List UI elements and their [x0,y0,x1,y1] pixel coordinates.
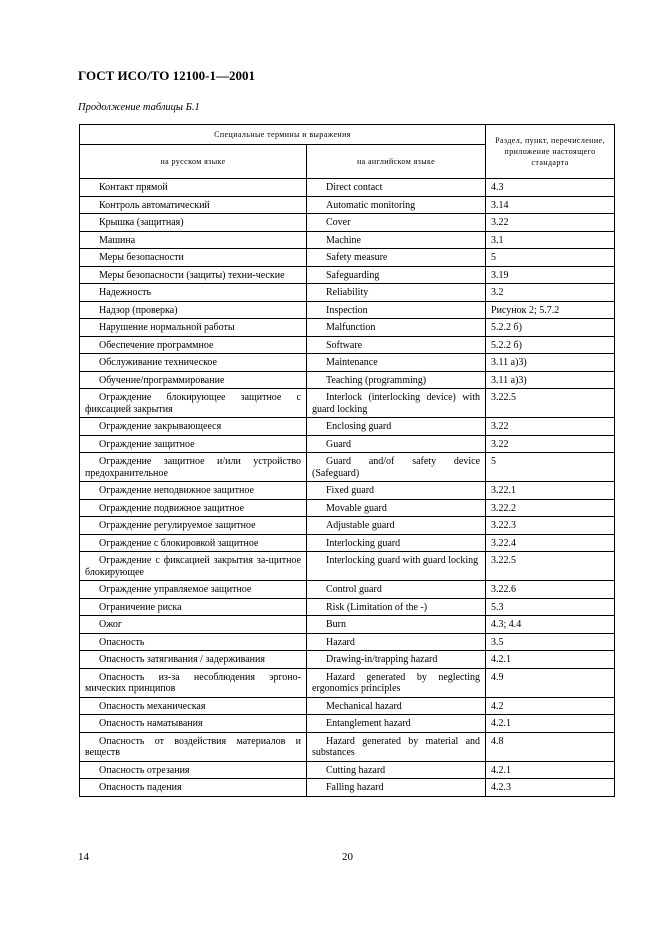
cell-english-term-text: Enclosing guard [326,421,392,432]
cell-english-term [307,284,486,302]
table-row [80,354,615,372]
cell-reference: 3.11 а)3) [486,371,615,389]
cell-reference: 4.2 [486,697,615,715]
cell-english-term-text: Mechanical hazard [326,700,402,712]
cell-english-term [307,581,486,599]
cell-english-term [307,534,486,552]
cell-english-term-text: Cutting hazard [326,764,386,776]
cell-russian-term-text: Опасность механическая [99,700,206,712]
cell-reference: 4.2.3 [486,779,615,797]
cell-russian-term [80,651,307,669]
cell-russian-term-text: Обслуживание техническое [99,357,217,368]
cell-reference: 3.22.3 [486,517,615,535]
cell-english-term-text: Direct contact [326,182,383,193]
cell-english-term [307,482,486,500]
cell-english-term-text: Teaching (programming) [326,374,427,386]
cell-russian-term [80,552,307,581]
cell-reference: 3.1 [486,231,615,249]
cell-english-term-text: Control guard [326,584,382,595]
cell-english-term [307,418,486,436]
cell-english-term [307,633,486,651]
cell-russian-term-text: Надзор (проверка) [99,304,178,316]
cell-reference: 3.22 [486,435,615,453]
cell-russian-term-text: Опасность [99,636,145,648]
cell-russian-term [80,301,307,319]
page-number-left: 14 [78,851,89,863]
table-row [80,732,615,761]
table-row [80,552,615,581]
table-row [80,534,615,552]
table-row [80,697,615,715]
cell-english-term [307,336,486,354]
cell-english-term [307,196,486,214]
cell-reference: 3.14 [486,196,615,214]
table-row [80,715,615,733]
cell-russian-term [80,616,307,634]
cell-english-term [307,651,486,669]
cell-english-term-text: Interlocking guard [326,537,401,549]
cell-russian-term-text: Машина [99,234,136,246]
page-number-center: 20 [342,851,353,863]
table-row [80,301,615,319]
cell-reference: 3.22.2 [486,499,615,517]
table-row [80,179,615,197]
cell-english-term-text: Adjustable guard [326,520,395,531]
cell-english-term [307,779,486,797]
cell-reference: 3.22.5 [486,389,615,418]
cell-reference: 3.5 [486,633,615,651]
cell-russian-term [80,761,307,779]
cell-english-term-text: Entanglement hazard [326,718,411,729]
cell-russian-term-text: Обеспечение программное [99,339,214,351]
table-row [80,249,615,267]
cell-russian-term-text: Ограждение регулируемое защитное [99,520,256,531]
cell-reference: 3.22.6 [486,581,615,599]
cell-english-term [307,389,486,418]
table-body [80,179,615,797]
cell-english-term-text: Movable guard [326,502,387,514]
table-row [80,418,615,436]
cell-english-term-text: Cover [326,217,351,228]
cell-russian-term [80,499,307,517]
table-row [80,581,615,599]
cell-english-term-text: Safety measure [326,252,388,263]
table-row [80,598,615,616]
cell-russian-term-text: Ограждение с блокировкой защитное [99,537,259,549]
cell-russian-term [80,266,307,284]
cell-russian-term [80,697,307,715]
cell-russian-term [80,336,307,354]
table-row [80,231,615,249]
cell-english-term-text: Hazard [326,636,355,648]
cell-english-term [307,435,486,453]
cell-english-term [307,319,486,337]
cell-russian-term [80,179,307,197]
cell-russian-term-text: Опасность наматывания [99,718,203,729]
cell-english-term-text: Hazard generated by material and substances [312,735,481,758]
cell-reference: 3.22.1 [486,482,615,500]
table-row [80,319,615,337]
table-row [80,389,615,418]
cell-english-term-text: Guard [326,438,351,450]
table-row [80,651,615,669]
cell-russian-term-text: Ограждение защитное и/или устройство предохранительное [85,456,301,479]
table-row [80,266,615,284]
cell-english-term-text: Fixed guard [326,485,375,496]
cell-english-term-text: Maintenance [326,357,378,368]
cell-russian-term-text: Опасность из-за несоблюдения эргоно-мических принципов [85,671,301,694]
cell-russian-term [80,196,307,214]
cell-russian-term [80,517,307,535]
cell-russian-term-text: Опасность затягивания / задерживания [99,654,265,665]
cell-russian-term [80,354,307,372]
cell-english-term [307,301,486,319]
cell-russian-term [80,435,307,453]
cell-english-term [307,668,486,697]
header-terms: Специальные термины и выражения [80,125,486,145]
cell-english-term [307,249,486,267]
cell-russian-term [80,214,307,232]
cell-reference: 5.2.2 б) [486,336,615,354]
cell-english-term-text: Drawing-in/trapping hazard [326,654,438,665]
cell-reference: 3.19 [486,266,615,284]
cell-russian-term [80,534,307,552]
cell-english-term-text: Guard and/of safety device (Safeguard) [312,456,481,479]
cell-russian-term-text: Опасность отрезания [99,764,190,776]
cell-russian-term [80,371,307,389]
cell-english-term-text: Software [326,339,363,351]
cell-russian-term [80,779,307,797]
cell-english-term [307,517,486,535]
header-english: на английском языке [307,145,486,179]
table-continuation-caption: Продолжение таблицы Б.1 [78,102,200,113]
cell-english-term [307,354,486,372]
cell-russian-term-text: Ограждение закрывающееся [99,421,222,432]
cell-russian-term [80,284,307,302]
cell-english-term [307,453,486,482]
cell-reference: 4.2.1 [486,651,615,669]
cell-reference: 4.8 [486,732,615,761]
cell-reference: 3.22 [486,418,615,436]
cell-english-term [307,715,486,733]
cell-english-term-text: Machine [326,234,361,246]
cell-russian-term [80,633,307,651]
cell-english-term [307,371,486,389]
cell-russian-term [80,581,307,599]
cell-english-term [307,552,486,581]
cell-reference: 3.22.4 [486,534,615,552]
cell-english-term-text: Interlocking guard with guard locking [326,555,479,566]
table-row [80,435,615,453]
cell-english-term [307,616,486,634]
cell-russian-term-text: Контакт прямой [99,182,168,193]
cell-reference: 4.3; 4.4 [486,616,615,634]
cell-english-term-text: Inspection [326,304,368,316]
table-row [80,779,615,797]
document-title: ГОСТ ИСО/ТО 12100-1—2001 [78,68,255,83]
table-row [80,668,615,697]
cell-english-term [307,179,486,197]
cell-reference: 4.9 [486,668,615,697]
cell-russian-term-text: Ограждение подвижное защитное [99,502,245,514]
cell-reference: 3.2 [486,284,615,302]
cell-russian-term-text: Надежность [99,287,152,298]
cell-reference: 5 [486,453,615,482]
cell-reference: 3.11 а)3) [486,354,615,372]
cell-english-term-text: Safeguarding [326,269,380,281]
cell-reference: 5 [486,249,615,267]
cell-english-term [307,266,486,284]
cell-reference: 5.3 [486,598,615,616]
cell-russian-term-text: Ограждение защитное [99,438,195,450]
cell-reference: 3.22 [486,214,615,232]
cell-english-term-text: Risk (Limitation of the -) [326,601,428,613]
table-row [80,453,615,482]
cell-english-term [307,231,486,249]
table-row [80,517,615,535]
cell-reference: 4.3 [486,179,615,197]
cell-russian-term [80,598,307,616]
cell-english-term-text: Malfunction [326,322,376,333]
table-row [80,284,615,302]
cell-russian-term-text: Обучение/программирование [99,374,225,386]
cell-english-term [307,598,486,616]
cell-reference: Рисунок 2; 5.7.2 [486,301,615,319]
cell-russian-term [80,418,307,436]
cell-russian-term-text: Ограждение блокирующее защитное с фиксацией закрытия [85,392,301,415]
table-row [80,336,615,354]
cell-russian-term [80,249,307,267]
cell-reference: 3.22.5 [486,552,615,581]
cell-reference: 4.2.1 [486,761,615,779]
cell-english-term [307,697,486,715]
cell-russian-term-text: Крышка (защитная) [99,217,184,228]
cell-russian-term [80,389,307,418]
cell-russian-term-text: Ожог [99,619,122,630]
cell-russian-term-text: Нарушение нормальной работы [99,322,235,333]
cell-english-term-text: Falling hazard [326,782,384,793]
cell-russian-term [80,668,307,697]
table-row [80,214,615,232]
cell-russian-term-text: Меры безопасности (защиты) техни-ческие [99,269,285,281]
table-row [80,482,615,500]
cell-russian-term-text: Опасность падения [99,782,182,793]
cell-english-term [307,761,486,779]
cell-reference: 5.2.2 б) [486,319,615,337]
cell-russian-term [80,319,307,337]
cell-russian-term [80,482,307,500]
cell-russian-term [80,231,307,249]
terms-table [79,124,615,797]
cell-russian-term [80,453,307,482]
table-row [80,633,615,651]
cell-russian-term-text: Меры безопасности [99,252,184,263]
cell-russian-term-text: Опасность от воздействия материалов и веществ [85,735,301,758]
table-row [80,761,615,779]
cell-reference: 4.2.1 [486,715,615,733]
cell-russian-term-text: Ограждение неподвижное защитное [99,485,254,496]
cell-english-term-text: Interlock (interlocking device) with guard locking [312,392,481,415]
table-row [80,499,615,517]
cell-english-term [307,732,486,761]
cell-english-term-text: Burn [326,619,346,630]
cell-russian-term [80,715,307,733]
cell-english-term [307,214,486,232]
table-row [80,196,615,214]
cell-russian-term [80,732,307,761]
cell-english-term-text: Hazard generated by neglecting ergonomics principles [312,671,481,694]
table-row [80,616,615,634]
cell-russian-term-text: Контроль автоматический [99,199,210,211]
header-russian: на русском языке [80,145,307,179]
cell-english-term [307,499,486,517]
cell-russian-term-text: Ограничение риска [99,601,182,613]
cell-russian-term-text: Ограждение с фиксацией закрытия за-щитное блокирующее [85,555,301,578]
cell-english-term-text: Reliability [326,287,369,298]
cell-russian-term-text: Ограждение управляемое защитное [99,584,252,595]
cell-english-term-text: Automatic monitoring [326,199,416,211]
table-row [80,371,615,389]
header-reference: Раздел, пункт, перечисление, приложение настоящего стандарта [486,125,615,179]
